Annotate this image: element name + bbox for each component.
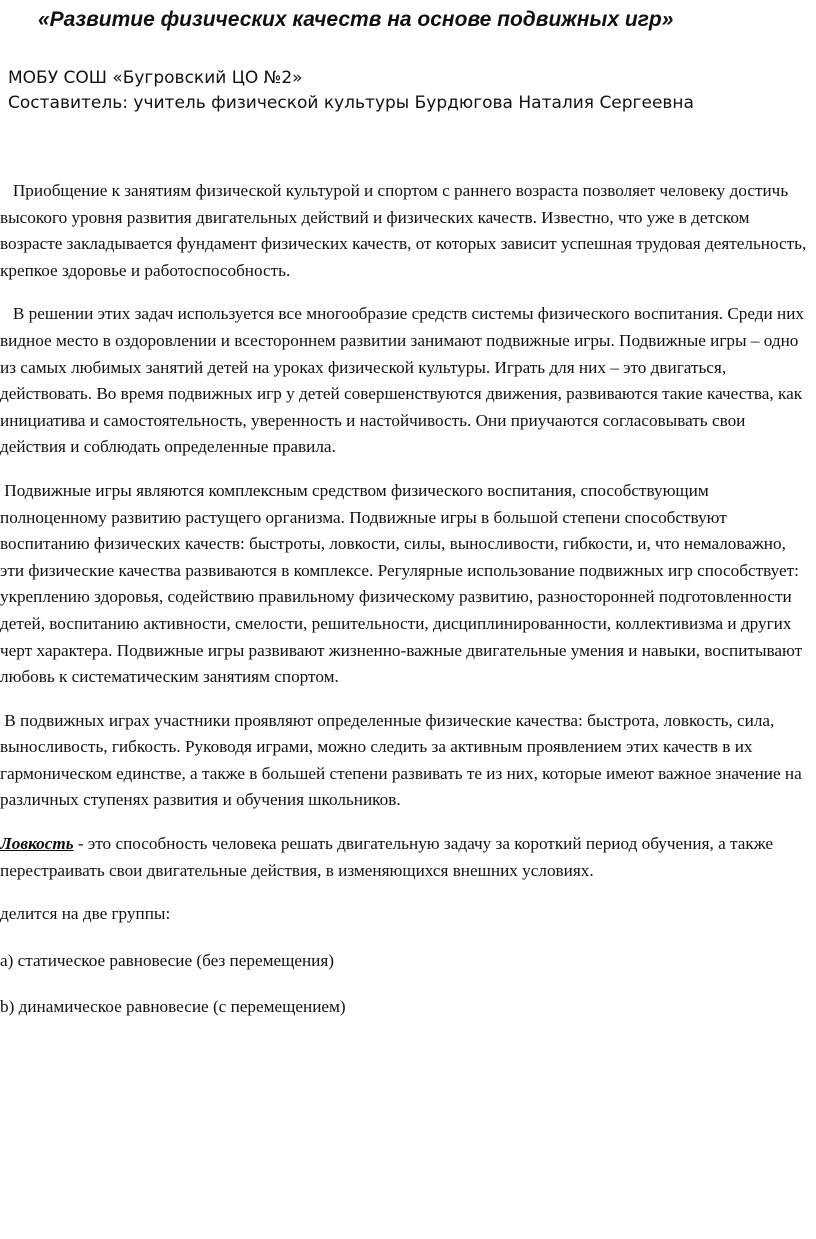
school-name: МОБУ СОШ «Бугровский ЦО №2»: [8, 68, 303, 88]
list-item: а) статическое равновесие (без перемещения): [0, 950, 334, 970]
document-body: [0, 178, 812, 1041]
paragraph: В решении этих задач используется все многообразие средств системы физического воспитания. Среди них видное место в оздоровлении и всестороннем развитии занимают подвижные игры. Подвижные игры – одно из самых любимых занятий детей на уроках физической культуры. Играть для них – это двигаться, действовать. Во время подвижных игр у детей совершенствуются движения, развиваются такие качества, как инициатива и самостоятельность, уверенность и настойчивость. Они приучаются согласовывать свои действия и соблюдать определенные правила.: [0, 304, 809, 457]
paragraph: Подвижные игры являются комплексным средством физического воспитания, способствующим полноценному развитию растущего организма. Подвижные игры в большой степени способствуют воспитанию физических качеств: быстроты, ловкости, силы, выносливости, гибкости, и, что немаловажно, эти физические качества развиваются в комплексе. Регулярные использование подвижных игр способствует: укреплению здоровья, содействию правильному физическому развитию, разносторонней подготовленности детей, воспитанию активности, смелости, решительности, дисциплинированности, коллективизма и других черт характера. Подвижные игры развивают жизненно-важные двигательные умения и навыки, воспитывают любовь к систематическим занятиям спортом.: [0, 480, 807, 687]
definition-term: Ловкость: [0, 834, 74, 854]
paragraph: Приобщение к занятиям физической культурой и спортом с раннего возраста позволяет человеку достичь высокого уровня развития двигательных действий и физических качеств. Известно, что уже в детском возрасте закладывается фундамент физических качеств, от которых зависит успешная трудовая деятельность, крепкое здоровье и работоспособность.: [0, 181, 811, 280]
groups-intro: делится на две группы:: [0, 904, 171, 924]
definition-text: - это способность человека решать двигательную задачу за короткий период обучения, а также перестраивать свои двигательные действия, в изменяющихся внешних условиях.: [0, 834, 773, 880]
list-item: b) динамическое равновесие (с перемещением): [0, 997, 346, 1017]
definition-paragraph: [0, 831, 812, 884]
document-title: «Развитие физических качеств на основе подвижных игр»: [38, 8, 674, 31]
paragraph: В подвижных играх участники проявляют определенные физические качества: быстрота, ловкость, сила, выносливость, гибкость. Руководя играми, можно следить за активным проявлением этих качеств в их гармоническом единстве, а также в большей степени развивать те из них, которые имеют важное значение на различных ступенях развития и обучения школьников.: [0, 710, 807, 810]
author-line: Составитель: учитель физической культуры Бурдюгова Наталия Сергеевна: [8, 93, 694, 113]
